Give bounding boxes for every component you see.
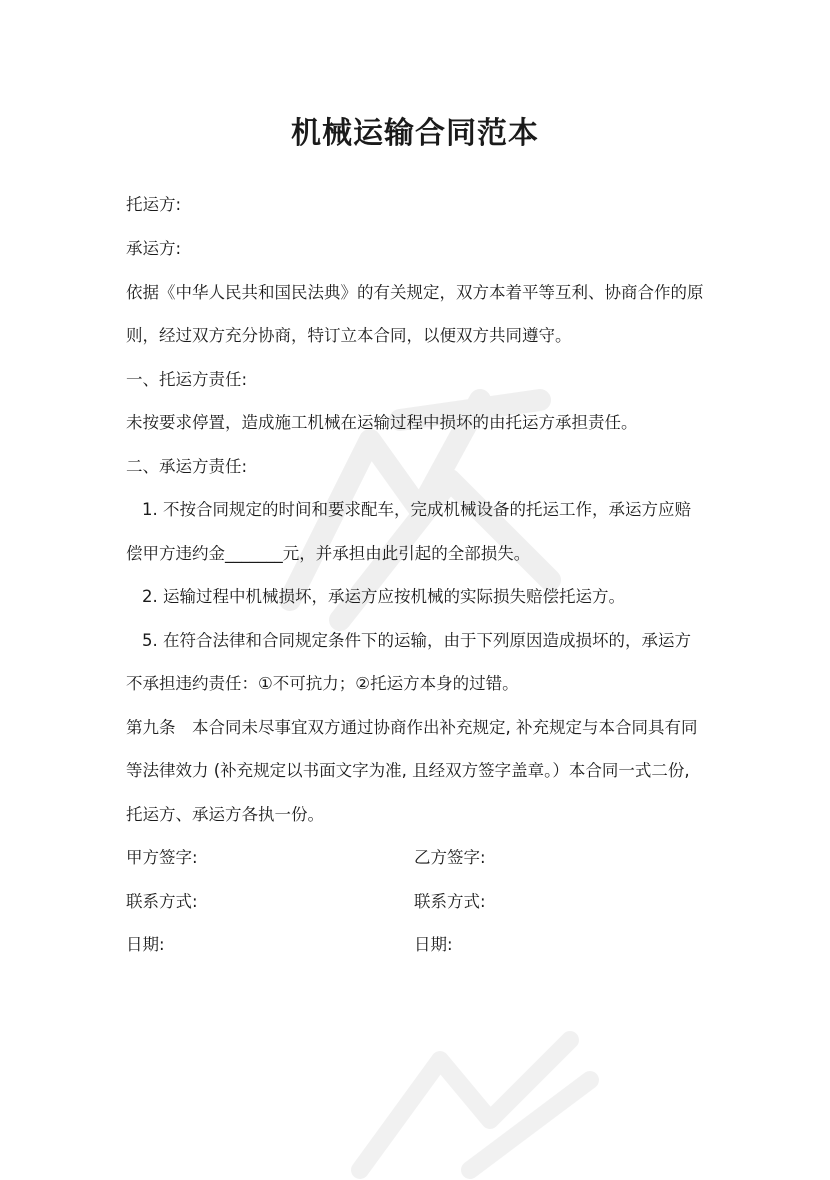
section-1-body: 未按要求停置，造成施工机械在运输过程中损坏的由托运方承担责任。: [126, 413, 638, 432]
item-5-line-1: 5. 在符合法律和合同规定条件下的运输，由于下列原因造成损坏的，承运方: [142, 631, 691, 650]
preamble-line-1: 依据《中华人民共和国民法典》的有关规定，双方本着平等互利、协商合作的原: [126, 283, 704, 302]
party-a-sign-label: 甲方签字:: [126, 848, 198, 867]
preamble-line-2: 则，经过双方充分协商，特订立本合同，以便双方共同遵守。: [126, 326, 572, 345]
party-b-sign-label: 乙方签字:: [414, 848, 486, 867]
party-b-date-label: 日期:: [414, 935, 453, 954]
article-9-line-2: 等法律效力 (补充规定以书面文字为准, 且经双方签字盖章。）本合同一式二份,: [126, 761, 690, 780]
article-9-line-3: 托运方、承运方各执一份。: [126, 805, 324, 824]
party-a-date-label: 日期:: [126, 935, 165, 954]
watermark-graphic-bottom: [330, 1020, 630, 1180]
section-1-heading: 一、托运方责任:: [126, 370, 248, 389]
item-2-line-1: 2. 运输过程中机械损坏，承运方应按机械的实际损失赔偿托运方。: [142, 587, 625, 606]
item-5-line-2: 不承担违约责任：①不可抗力；②托运方本身的过错。: [126, 674, 519, 693]
item-1-line-1: 1. 不按合同规定的时间和要求配车，完成机械设备的托运工作，承运方应赔: [142, 500, 691, 519]
shipper-label: 托运方:: [126, 195, 182, 214]
section-2-heading: 二、承运方责任:: [126, 457, 248, 476]
item-1-line-2: 偿甲方违约金_______元，并承担由此引起的全部损失。: [126, 544, 531, 563]
carrier-label: 承运方:: [126, 239, 182, 258]
party-a-contact-label: 联系方式:: [126, 892, 198, 911]
document-title: 机械运输合同范本: [291, 116, 539, 151]
party-b-contact-label: 联系方式:: [414, 892, 486, 911]
article-9-line-1: 第九条 本合同未尽事宜双方通过协商作出补充规定, 补充规定与本合同具有同: [126, 718, 698, 737]
